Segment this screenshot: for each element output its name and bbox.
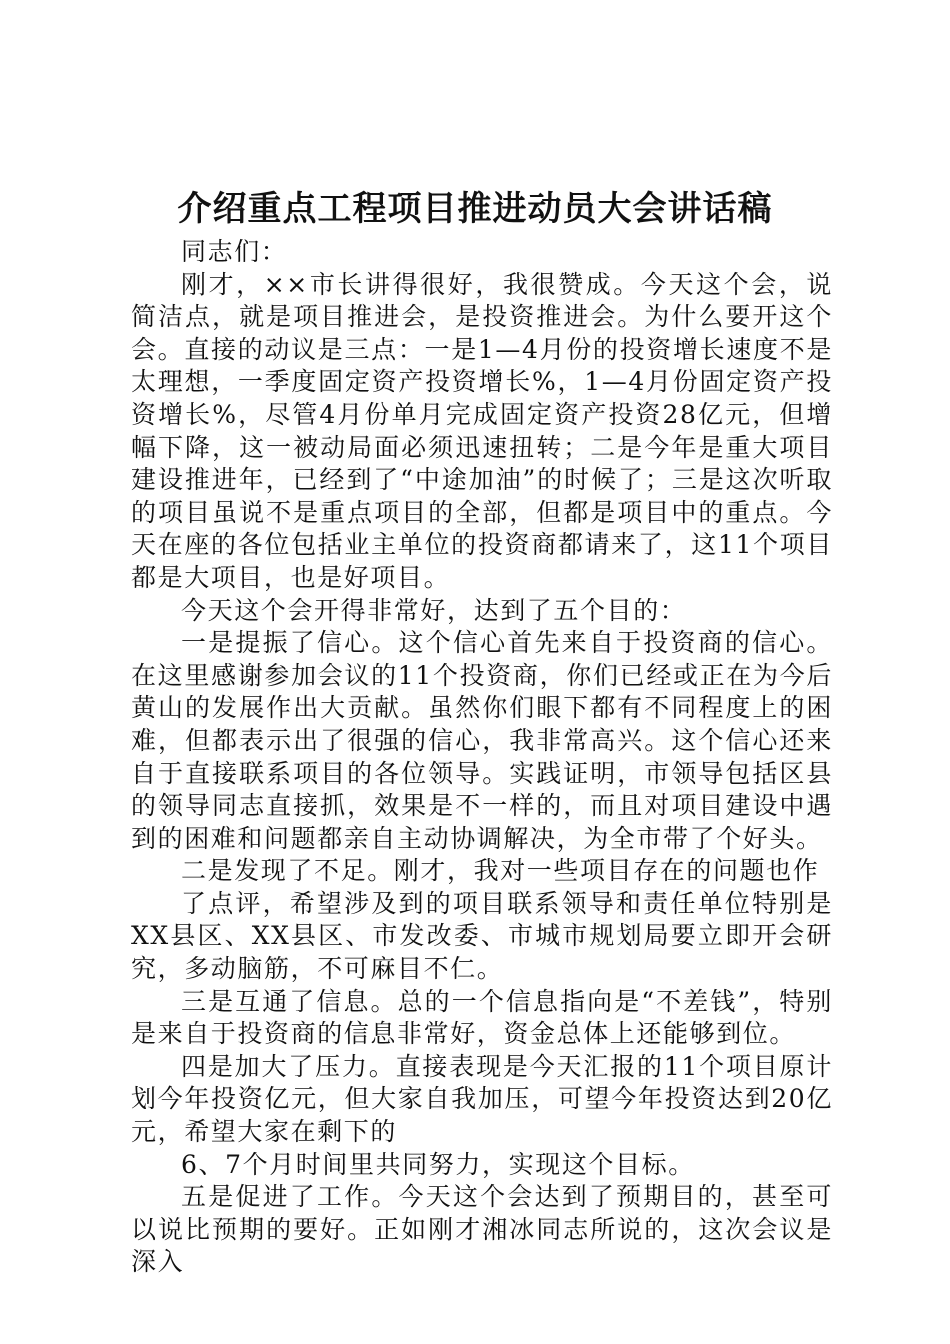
paragraph: 二是发现了不足。刚才，我对一些项目存在的问题也作	[181, 856, 820, 886]
paragraph: 了点评，希望涉及到的项目联系领导和责任单位特别是XX县区、XX县区、市发改委、市城市规划局要立即开会研究，多动脑筋，不可麻目不仁。	[131, 888, 833, 984]
paragraph: 三是互通了信息。总的一个信息指向是“不差钱”，特别是来自于投资商的信息非常好，资金总体上还能够到位。	[131, 986, 833, 1049]
document-body	[131, 236, 833, 1279]
document-title: 介绍重点工程项目推进动员大会讲话稿	[177, 189, 773, 229]
paragraph: 四是加大了压力。直接表现是今天汇报的11个项目原计划今年投资亿元，但大家自我加压，可望今年投资达到20亿元，希望大家在剩下的	[131, 1051, 833, 1147]
paragraph: 6、7个月时间里共同努力，实现这个目标。	[181, 1149, 695, 1179]
paragraph: 五是促进了工作。今天这个会达到了预期目的，甚至可以说比预期的要好。正如刚才湘冰同志所说的，这次会议是深入	[131, 1182, 833, 1277]
paragraph: 刚才，××市长讲得很好，我很赞成。今天这个会，说简洁点，就是项目推进会，是投资推进会。为什么要开这个会。直接的动议是三点：一是1—4月份的投资增长速度不是太理想，一季度固定资产投资增长%，1—4月份固定资产投资增长%，尽管4月份单月完成固定资产投资28亿元，但增幅下降，这一被动局面必须迅速扭转；二是今年是重大项目建设推进年，已经到了“中途加油”的时候了；三是这次听取的项目虽说不是重点项目的全部，但都是项目中的重点。今天在座的各位包括业主单位的投资商都请来了，这11个项目都是大项目，也是好项目。	[131, 269, 833, 592]
paragraph-salutation: 同志们：	[181, 237, 288, 266]
paragraph: 一是提振了信心。这个信心首先来自于投资商的信心。在这里感谢参加会议的11个投资商，你们已经或正在为今后黄山的发展作出大贡献。虽然你们眼下都有不同程度上的困难，但都表示出了很强的信心，我非常高兴。这个信心还来自于直接联系项目的各位领导。实践证明，市领导包括区县的领导同志直接抓，效果是不一样的，而且对项目建设中遇到的困难和问题都亲自主动协调解决，为全市带了个好头。	[131, 628, 833, 853]
paragraph: 今天这个会开得非常好，达到了五个目的：	[181, 595, 687, 625]
